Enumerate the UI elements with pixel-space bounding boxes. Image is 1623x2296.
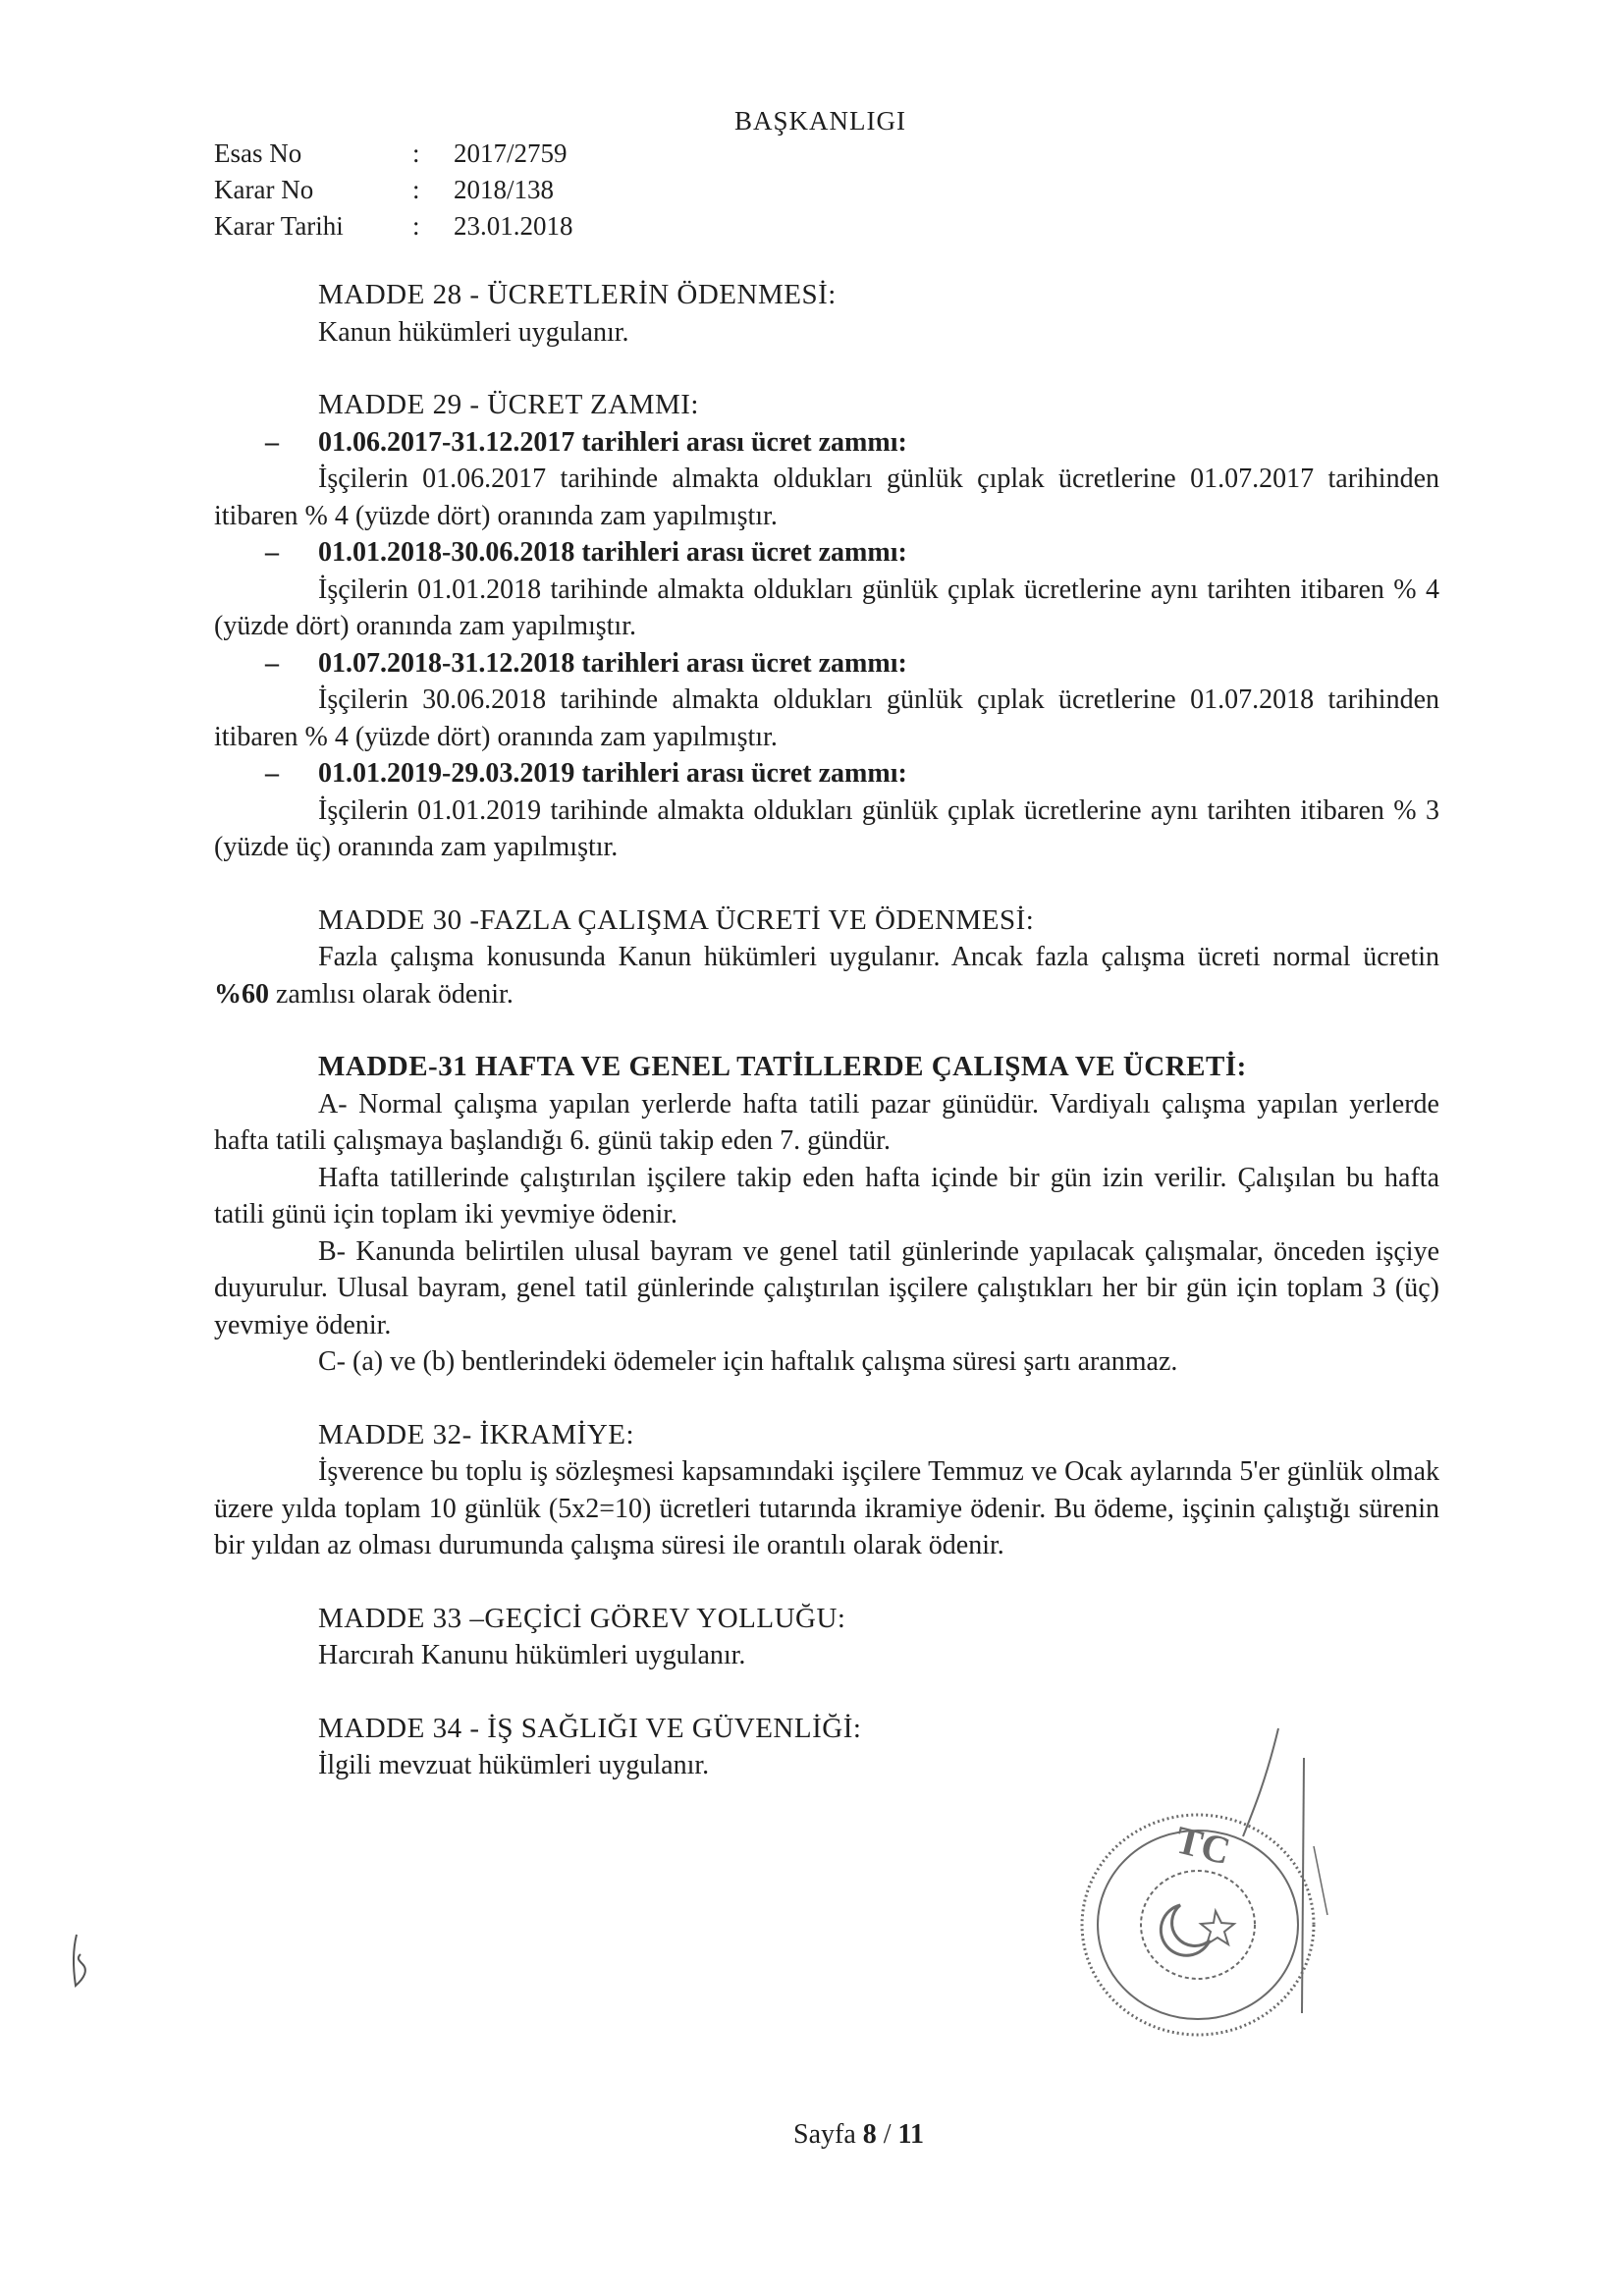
current-page: 8 <box>862 2119 877 2150</box>
article-31-paragraph-a: A- Normal çalışma yapılan yerlerde hafta tatili pazar günüdür. Vardiyalı çalışma yapılan yerlerde hafta tatili çalışmaya başlandığı 6. günü takip eden 7. gündür. <box>214 1088 1439 1156</box>
decision-date-row <box>214 208 573 245</box>
decision-number-label: Karar No <box>214 175 314 204</box>
article-31-title: MADDE-31 HAFTA VE GENEL TATİLLERDE ÇALIŞMA VE ÜCRETİ: <box>318 1051 1247 1082</box>
article-33-body: Harcırah Kanunu hükümleri uygulanır. <box>318 1640 746 1670</box>
case-number-label: Esas No <box>214 138 302 168</box>
case-number-row <box>214 136 573 172</box>
article-33-title: MADDE 33 –GEÇİCİ GÖREV YOLLUĞU: <box>318 1602 846 1634</box>
article-28-body: Kanun hükümleri uygulanır. <box>318 316 629 348</box>
decision-date-colon: : <box>412 211 420 241</box>
decision-date-label: Karar Tarihi <box>214 211 344 241</box>
raise-period-3-title: 01.07.2018-31.12.2018 tarihleri arası ücret zammı: <box>318 647 907 679</box>
article-34-body: İlgili mevzuat hükümleri uygulanır. <box>318 1750 710 1780</box>
page-separator: / <box>876 2119 898 2150</box>
article-34-title: MADDE 34 - İŞ SAĞLIĞI VE GÜVENLİĞİ: <box>318 1712 862 1744</box>
raise-period-4 <box>214 755 1439 793</box>
article-31-paragraph-weekly: Hafta tatillerinde çalıştırılan işçilere takip eden hafta içinde bir gün izin verilir. Çalışılan bu hafta tatili günü için toplam iki yevmiye ödenir. <box>214 1162 1439 1230</box>
article-32-title: MADDE 32- İKRAMİYE: <box>318 1418 635 1450</box>
decision-number-value: 2018/138 <box>454 175 555 204</box>
article-32-body: İşverence bu toplu iş sözleşmesi kapsamındaki işçilere Temmuz ve Ocak aylarında 5'er günlük olmak üzere yılda toplam 10 günlük (5x2=10) ücretleri tutarında ikramiye ödenir. Bu ödeme, işçinin çalıştığı sürenin bir yıldan az olması durumunda çalışma süresi ile orantılı olarak ödenir. <box>214 1456 1439 1560</box>
raise-period-2-body: İşçilerin 01.01.2018 tarihinde almakta oldukları günlük çıplak ücretlerine aynı tarihten itibaren % 4 (yüzde dört) oranında zam yapılmıştır. <box>214 574 1439 641</box>
official-stamp <box>1070 1719 1365 2072</box>
raise-period-1-title: 01.06.2017-31.12.2017 tarihleri arası ücret zammı: <box>318 426 907 458</box>
decision-number-colon: : <box>412 175 420 204</box>
dash-bullet: – <box>265 537 279 568</box>
raise-period-4-body: İşçilerin 01.01.2019 tarihinde almakta oldukları günlük çıplak ücretlerine aynı tarihten itibaren % 3 (yüzde üç) oranında zam yapılmıştır. <box>214 794 1439 862</box>
page-number <box>793 2119 924 2151</box>
raise-period-3-body: İşçilerin 30.06.2018 tarihinde almakta oldukları günlük çıplak ücretlerine 01.07.2018 tarihinden itibaren % 4 (yüzde dört) oranında zam yapılmıştır. <box>214 684 1439 752</box>
raise-period-2-title: 01.01.2018-30.06.2018 tarihleri arası ücret zammı: <box>318 537 907 568</box>
raise-period-1 <box>214 424 1439 462</box>
overtime-rate: %60 <box>214 978 269 1010</box>
page-label: Sayfa <box>793 2119 856 2150</box>
article-30-body-text: Fazla çalışma konusunda Kanun hükümleri uygulanır. Ancak fazla çalışma ücreti normal ücretin <box>318 942 1439 972</box>
raise-period-3 <box>214 645 1439 683</box>
total-pages: 11 <box>897 2119 925 2150</box>
dash-bullet: – <box>265 647 279 679</box>
article-29-title: MADDE 29 - ÜCRET ZAMMI: <box>318 389 699 420</box>
article-30-title: MADDE 30 -FAZLA ÇALIŞMA ÜCRETİ VE ÖDENMESİ: <box>318 903 1035 936</box>
article-30-body <box>214 939 1439 1012</box>
document-body <box>214 277 1439 1784</box>
dash-bullet: – <box>265 426 279 458</box>
article-28-title: MADDE 28 - ÜCRETLERİN ÖDENMESİ: <box>318 279 837 310</box>
raise-period-4-title: 01.01.2019-29.03.2019 tarihleri arası ücret zammı: <box>318 758 907 789</box>
article-31-paragraph-b: B- Kanunda belirtilen ulusal bayram ve genel tatil günlerinde yapılacak çalışmalar, önceden işçiye duyurulur. Ulusal bayram, genel tatil günlerinde çalıştırılan işçilere çalıştıkları her bir gün için toplam 3 (üç) yevmiye ödenir. <box>214 1235 1439 1340</box>
raise-period-1-body: İşçilerin 01.06.2017 tarihinde almakta oldukları günlük çıplak ücretlerine 01.07.2017 tarihinden itibaren % 4 (yüzde dört) oranında zam yapılmıştır. <box>214 464 1439 531</box>
article-30-body-end: zamlısı olarak ödenir. <box>269 978 514 1010</box>
decision-date-value: 23.01.2018 <box>454 211 573 241</box>
handwritten-initial-icon <box>67 1931 96 1994</box>
article-31-paragraph-c: C- (a) ve (b) bentlerindeki ödemeler için haftalık çalışma süresi şartı aranmaz. <box>318 1346 1178 1377</box>
case-number-value: 2017/2759 <box>454 138 568 168</box>
case-number-colon: : <box>412 138 420 168</box>
decision-number-row <box>214 172 573 208</box>
authority-header: BAŞKANLIGI <box>734 106 906 136</box>
dash-bullet: – <box>265 758 279 789</box>
raise-period-2 <box>214 534 1439 572</box>
stamp-text: TC <box>1170 1817 1235 1874</box>
case-info <box>214 136 573 245</box>
